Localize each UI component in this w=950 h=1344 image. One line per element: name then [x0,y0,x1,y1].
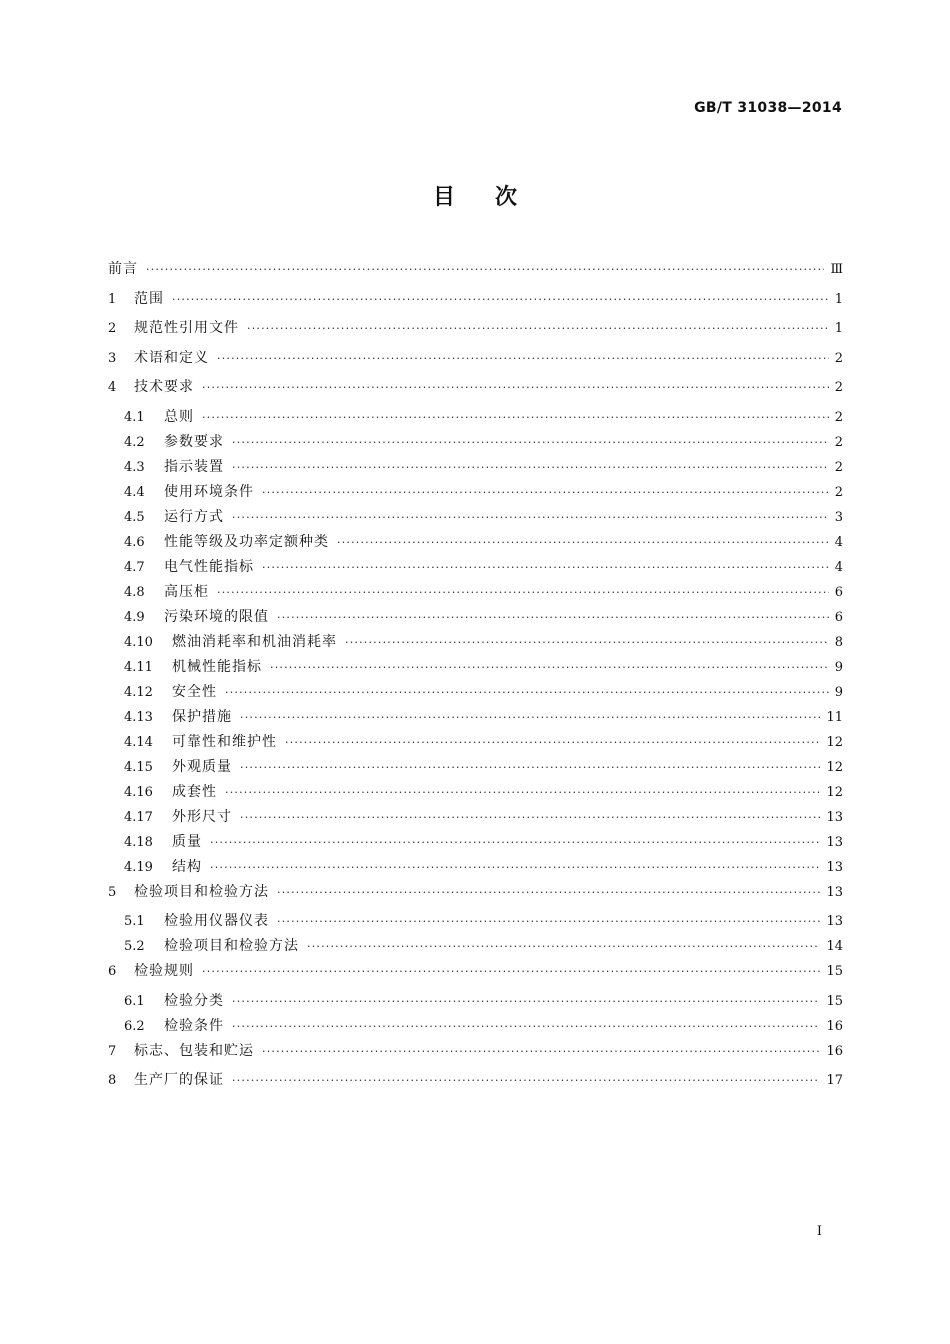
toc-entry[interactable] [108,407,843,432]
dot-leader [232,508,829,528]
dot-leader [262,483,829,503]
dot-leader [202,962,820,982]
toc-entry-label: 结构 [172,858,202,875]
toc-entry-label: 污染环境的限值 [164,608,269,625]
toc-entry-label: 技术要求 [134,379,194,395]
dot-leader [277,912,820,932]
toc-entry-page: 13 [826,914,843,929]
toc-entry-label: 质量 [172,833,202,850]
toc-entry-label: 安全性 [172,683,217,700]
toc-entry[interactable] [108,832,843,857]
toc-entry-page: 1 [834,321,843,336]
toc-entry-number: 4.7 [124,559,145,575]
toc-entry-number: 4.11 [124,659,153,675]
toc-entry-page: 9 [834,684,843,700]
toc-entry-number: 4.15 [124,759,153,775]
toc-entry-label: 外观质量 [172,758,232,775]
toc-entry-page: 15 [826,964,843,979]
toc-entry-label: 使用环境条件 [164,483,254,500]
toc-entry-number: 2 [108,321,117,336]
toc-entry-label: 检验条件 [164,1017,224,1034]
toc-entry-number: 8 [108,1073,117,1088]
dot-leader [337,533,829,553]
toc-entry-label: 检验用仪器仪表 [164,913,269,929]
toc-entry[interactable] [108,1041,843,1071]
toc-entry-label: 成套性 [172,783,217,800]
toc-entry[interactable] [108,1070,843,1100]
toc-entry-page: 6 [834,584,843,600]
dot-leader [240,758,820,778]
dot-leader [285,733,820,753]
table-of-contents [108,259,843,1100]
toc-entry-number: 4.19 [124,859,153,875]
dot-leader [146,260,824,280]
toc-entry-label: 规范性引用文件 [134,320,239,336]
toc-entry-number: 3 [108,350,117,366]
toc-entry[interactable] [108,582,843,607]
dot-leader [345,633,829,653]
toc-entry-label: 燃油消耗率和机油消耗率 [172,633,337,650]
toc-entry-page: 4 [834,559,843,575]
toc-entry-number: 4.14 [124,734,153,750]
toc-entry-label: 检验项目和检验方法 [134,883,269,900]
toc-entry[interactable] [108,457,843,482]
toc-entry[interactable] [108,289,843,319]
toc-entry-label: 生产厂的保证 [134,1072,224,1088]
toc-entry-number: 4.10 [124,634,153,650]
dot-leader [262,558,829,578]
toc-entry-number: 6.2 [124,1018,145,1034]
toc-entry[interactable] [108,682,843,707]
toc-entry-number: 4 [108,380,117,395]
toc-entry-page: 2 [834,409,843,425]
toc-entry-page: 12 [826,784,843,800]
toc-entry-page: 13 [826,884,843,900]
toc-entry-number: 4.5 [124,509,145,525]
dot-leader [270,658,829,678]
dot-leader [277,608,829,628]
toc-entry-label: 总则 [164,408,194,425]
toc-entry-number: 4.12 [124,684,153,700]
toc-entry-number: 5 [108,884,117,900]
toc-entry-label: 外形尺寸 [172,808,232,825]
dot-leader [202,408,829,428]
toc-entry[interactable] [108,657,843,682]
toc-entry-label: 检验规则 [134,963,194,979]
toc-entry-number: 4.8 [124,584,145,600]
dot-leader [172,290,829,310]
toc-entry-page: 2 [834,484,843,500]
toc-entry[interactable] [108,757,843,782]
toc-entry-number: 4.9 [124,609,145,625]
toc-entry[interactable] [108,782,843,807]
toc-entry-page: 3 [834,509,843,525]
toc-entry-label: 范围 [134,290,164,307]
dot-leader [232,433,829,453]
toc-entry-label: 标志、包装和贮运 [134,1042,254,1059]
toc-entry-page: 13 [826,809,843,825]
toc-entry[interactable] [108,557,843,582]
toc-entry[interactable] [108,732,843,757]
toc-entry-number: 4.4 [124,484,145,500]
toc-entry-page: 11 [826,709,843,725]
toc-entry-page: 14 [826,939,843,954]
toc-entry-number: 6 [108,964,117,979]
toc-entry[interactable] [108,857,843,882]
toc-entry-number: 4.1 [124,409,145,425]
standard-code: GB/T 31038—2014 [694,100,842,116]
toc-entry-label: 电气性能指标 [164,558,254,575]
toc-entry-number: 4.16 [124,784,153,800]
toc-entry[interactable] [108,807,843,832]
toc-entry[interactable] [108,632,843,657]
toc-entry-number: 4.3 [124,459,145,475]
dot-leader [217,583,829,603]
toc-entry-label: 前言 [108,261,138,277]
toc-entry-number: 1 [108,291,117,307]
toc-entry-page: 2 [834,434,843,450]
toc-entry-number: 5.1 [124,914,145,929]
dot-leader [202,378,829,398]
toc-entry-label: 机械性能指标 [172,658,262,675]
dot-leader [240,808,820,828]
toc-entry-page: 8 [834,634,843,650]
toc-entry[interactable] [108,707,843,732]
dot-leader [225,783,820,803]
dot-leader [247,319,829,339]
toc-entry-page: 16 [826,1043,843,1059]
toc-entry-page: 6 [834,609,843,625]
dot-leader [232,1017,820,1037]
toc-entry-page: 12 [826,734,843,750]
toc-entry-label: 保护措施 [172,708,232,725]
toc-entry-number: 4.2 [124,434,145,450]
toc-entry[interactable] [108,348,843,378]
toc-entry[interactable] [108,532,843,557]
toc-entry-page: Ⅲ [830,262,843,277]
toc-entry-label: 运行方式 [164,508,224,525]
toc-entry-page: 13 [826,834,843,850]
dot-leader [307,937,820,957]
dot-leader [232,1071,820,1091]
dot-leader [217,349,829,369]
toc-entry[interactable] [108,991,843,1016]
toc-entry-label: 性能等级及功率定额种类 [164,533,329,550]
toc-entry-number: 4.13 [124,709,153,725]
dot-leader [277,883,820,903]
toc-entry-label: 参数要求 [164,433,224,450]
toc-entry-page: 15 [826,993,843,1009]
page-number: I [816,1224,822,1239]
dot-leader [225,683,829,703]
toc-entry-label: 指示装置 [164,458,224,475]
toc-entry-label: 检验项目和检验方法 [164,938,299,954]
toc-entry-page: 2 [834,380,843,395]
dot-leader [210,833,820,853]
toc-entry-label: 术语和定义 [134,349,209,366]
toc-entry[interactable] [108,1016,843,1041]
toc-entry[interactable] [108,318,843,348]
toc-entry-page: 2 [834,350,843,366]
toc-entry-page: 1 [834,291,843,307]
dot-leader [262,1042,820,1062]
dot-leader [232,458,829,478]
toc-entry[interactable] [108,482,843,507]
toc-entry[interactable] [108,377,843,407]
toc-entry-label: 检验分类 [164,992,224,1009]
dot-leader [210,858,820,878]
toc-entry[interactable] [108,259,843,289]
toc-entry-number: 6.1 [124,993,145,1009]
toc-entry-page: 17 [826,1073,843,1088]
dot-leader [232,992,820,1012]
toc-entry-label: 可靠性和维护性 [172,733,277,750]
toc-entry[interactable] [108,432,843,457]
toc-entry-page: 16 [826,1018,843,1034]
toc-entry-number: 4.18 [124,834,153,850]
dot-leader [240,708,820,728]
toc-entry-page: 4 [834,534,843,550]
toc-entry-number: 4.6 [124,534,145,550]
toc-entry-page: 2 [834,459,843,475]
toc-entry[interactable] [108,936,843,961]
toc-entry[interactable] [108,607,843,632]
toc-title: 目次 [432,185,557,210]
toc-entry[interactable] [108,911,843,936]
toc-entry-number: 4.17 [124,809,153,825]
toc-entry-page: 12 [826,759,843,775]
toc-entry[interactable] [108,507,843,532]
toc-entry-page: 13 [826,859,843,875]
toc-entry-page: 9 [834,659,843,675]
toc-entry-number: 7 [108,1043,117,1059]
toc-entry[interactable] [108,882,843,912]
toc-entry[interactable] [108,961,843,991]
toc-entry-number: 5.2 [124,939,145,954]
toc-entry-label: 高压柜 [164,583,209,600]
